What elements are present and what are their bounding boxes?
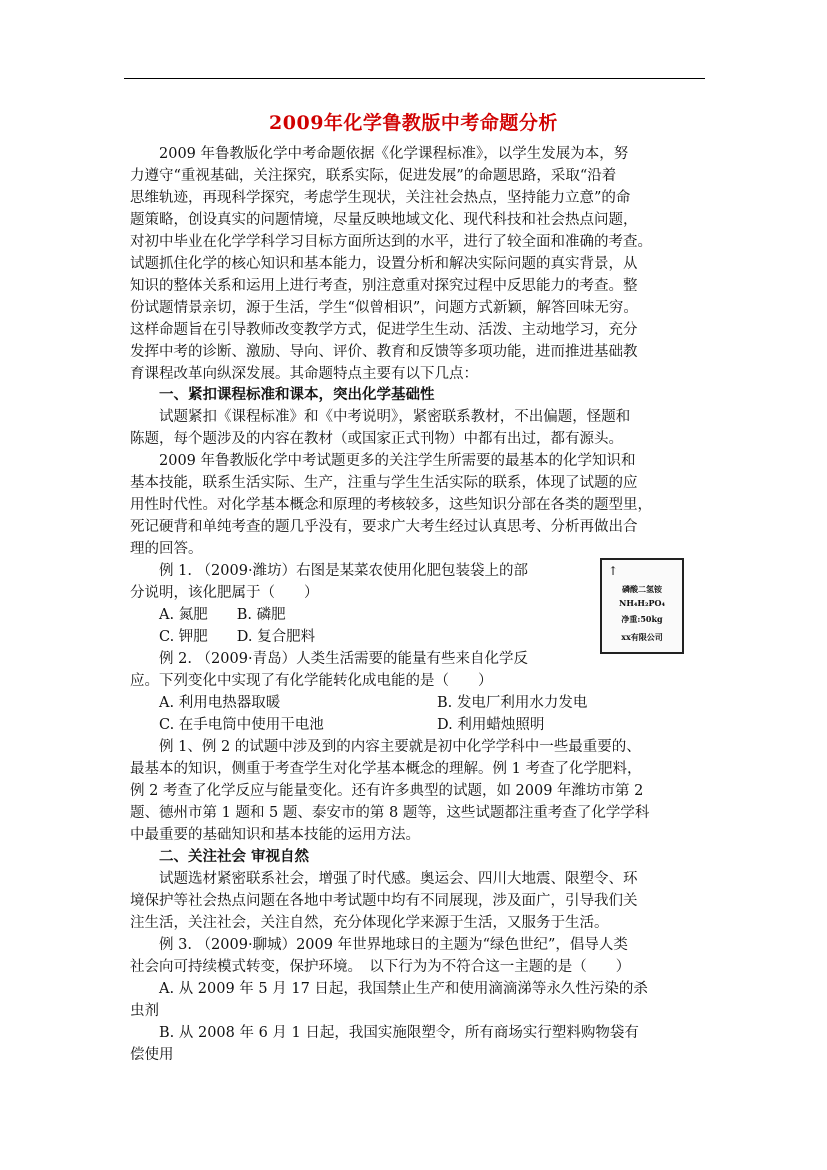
text-line: 试题抓住化学的核心知识和基本能力，设置分析和解决实际问题的真实背景，从 xyxy=(130,256,638,272)
text-line: 陈题，每个题涉及的内容在教材（或国家正式刊物）中都有出过，都有源头。 xyxy=(130,431,623,447)
example-2-question: 例 2. （2009·青岛）人类生活需要的能量有些来自化学反 xyxy=(159,651,529,667)
example-3-question: 社会向可持续模式转变，保护环境。 以下行为为不符合这一主题的是（ ） xyxy=(130,959,631,975)
section-heading: 二、关注社会 审视自然 xyxy=(159,848,310,865)
example-3-option-b: 偿使用 xyxy=(130,1047,174,1063)
text-line: 死记硬背和单纯考查的题几乎没有，要求广大考生经过认真思考、分析再做出合 xyxy=(130,519,638,535)
text-line: 力遵守“重视基础，关注探究，联系实际，促进发展”的命题思路，采取“沿着 xyxy=(130,168,617,184)
text-line: 对初中毕业在化学学科学习目标方面所达到的水平，进行了较全面和准确的考查。 xyxy=(130,234,652,250)
text-line: 注生活，关注社会，关注自然，充分体现化学来源于生活，又服务于生活。 xyxy=(130,915,609,931)
text-line: 试题紧扣《课程标准》和《中考说明》，紧密联系教材，不出偏题，怪题和 xyxy=(159,409,631,425)
fertilizer-company: xx有限公司 xyxy=(621,632,663,642)
text-line: 题策略，创设真实的问题情境，尽量反映地域文化、现代科技和社会热点问题， xyxy=(130,212,638,228)
example-1-question: 分说明，该化肥属于（ ） xyxy=(130,585,319,601)
example-2-option-a: A. 利用电热器取暖 xyxy=(159,695,281,711)
fertilizer-formula: NH₄H₂PO₄ xyxy=(619,598,665,608)
text-line: 基本技能，联系生活实际、生产，注重与学生生活实际的联系，体现了试题的应 xyxy=(130,475,638,491)
text-line: 题、德州市第 1 题和 5 题、泰安市的第 8 题等，这些试题都注重考查了化学学科 xyxy=(130,805,650,821)
text-line: 例 2 考查了化学反应与能量变化。还有许多典型的试题，如 2009 年潍坊市第 2 xyxy=(130,783,644,799)
text-line: 最基本的知识，侧重于考查学生对化学基本概念的理解。例 1 考查了化学肥料， xyxy=(130,761,642,777)
example-2-option-b: B. 发电厂利用水力发电 xyxy=(437,695,588,711)
text-line: 境保护等社会热点问题在各地中考试题中均有不同展现，涉及面广，引导我们关 xyxy=(130,893,638,909)
text-line: 育课程改革向纵深发展。其命题特点主要有以下几点： xyxy=(130,366,478,382)
text-line: 思维轨迹，再现科学探究，考虑学生现状，关注社会热点，坚持能力立意”的命 xyxy=(130,190,631,206)
example-3-question: 例 3. （2009·聊城）2009 年世界地球日的主题为“绿色世纪”，倡导人类 xyxy=(159,937,628,953)
fertilizer-name: 磷酸二氢铵 xyxy=(622,584,662,594)
text-line: 知识的整体关系和运用上进行考查，别注意重对探究过程中反思能力的考查。整 xyxy=(130,278,638,294)
text-line: 理的回答。 xyxy=(130,541,203,557)
example-3-option-b: B. 从 2008 年 6 月 1 日起，我国实施限塑令，所有商场实行塑料购物袋有 xyxy=(159,1025,639,1041)
example-2-question: 应。下列变化中实现了有化学能转化成电能的是（ ） xyxy=(130,673,493,689)
text-line: 试题选材紧密联系社会，增强了时代感。奥运会、四川大地震、限塑令、环 xyxy=(159,871,638,887)
fertilizer-bag-figure xyxy=(600,558,684,654)
page-title: 2009年化学鲁教版中考命题分析 xyxy=(269,112,558,134)
example-1-options: C. 钾肥 D. 复合肥料 xyxy=(159,629,316,645)
text-line: 这样命题旨在引导教师改变教学方式，促进学生生动、活泼、主动地学习，充分 xyxy=(130,322,638,338)
example-3-option-a: 虫剂 xyxy=(130,1003,159,1019)
text-line: 例 1、例 2 的试题中涉及到的内容主要就是初中化学学科中一些最重要的、 xyxy=(159,739,641,755)
section-heading: 一、紧扣课程标准和课本，突出化学基础性 xyxy=(159,386,435,403)
text-line: 份试题情景亲切，源于生活，学生“似曾相识”，问题方式新颖，解答回味无穷。 xyxy=(130,300,638,316)
header-rule xyxy=(124,78,705,79)
text-line: 2009 年鲁教版化学中考命题依据《化学课程标准》，以学生发展为本，努 xyxy=(159,146,629,162)
example-2-option-d: D. 利用蜡烛照明 xyxy=(437,717,545,733)
example-1-question: 例 1. （2009·潍坊）右图是某菜农使用化肥包装袋上的部 xyxy=(159,563,529,579)
example-2-option-c: C. 在手电筒中使用干电池 xyxy=(159,717,324,733)
text-line: 用性时代性。对化学基本概念和原理的考核较多，这些知识分部在各类的题型里， xyxy=(130,497,652,513)
text-line: 中最重要的基础知识和基本技能的运用方法。 xyxy=(130,827,420,843)
example-3-option-a: A. 从 2009 年 5 月 17 日起，我国禁止生产和使用滴滴涕等永久性污染的杀 xyxy=(159,981,648,997)
example-1-options: A. 氮肥 B. 磷肥 xyxy=(159,607,286,623)
up-arrow-icon: ↑ xyxy=(608,564,619,578)
text-line: 发挥中考的诊断、激励、导向、评价、教育和反馈等多项功能，进而推进基础教 xyxy=(130,344,638,360)
fertilizer-weight: 净重:50kg xyxy=(621,614,663,624)
text-line: 2009 年鲁教版化学中考试题更多的关注学生所需要的最基本的化学知识和 xyxy=(159,453,636,469)
